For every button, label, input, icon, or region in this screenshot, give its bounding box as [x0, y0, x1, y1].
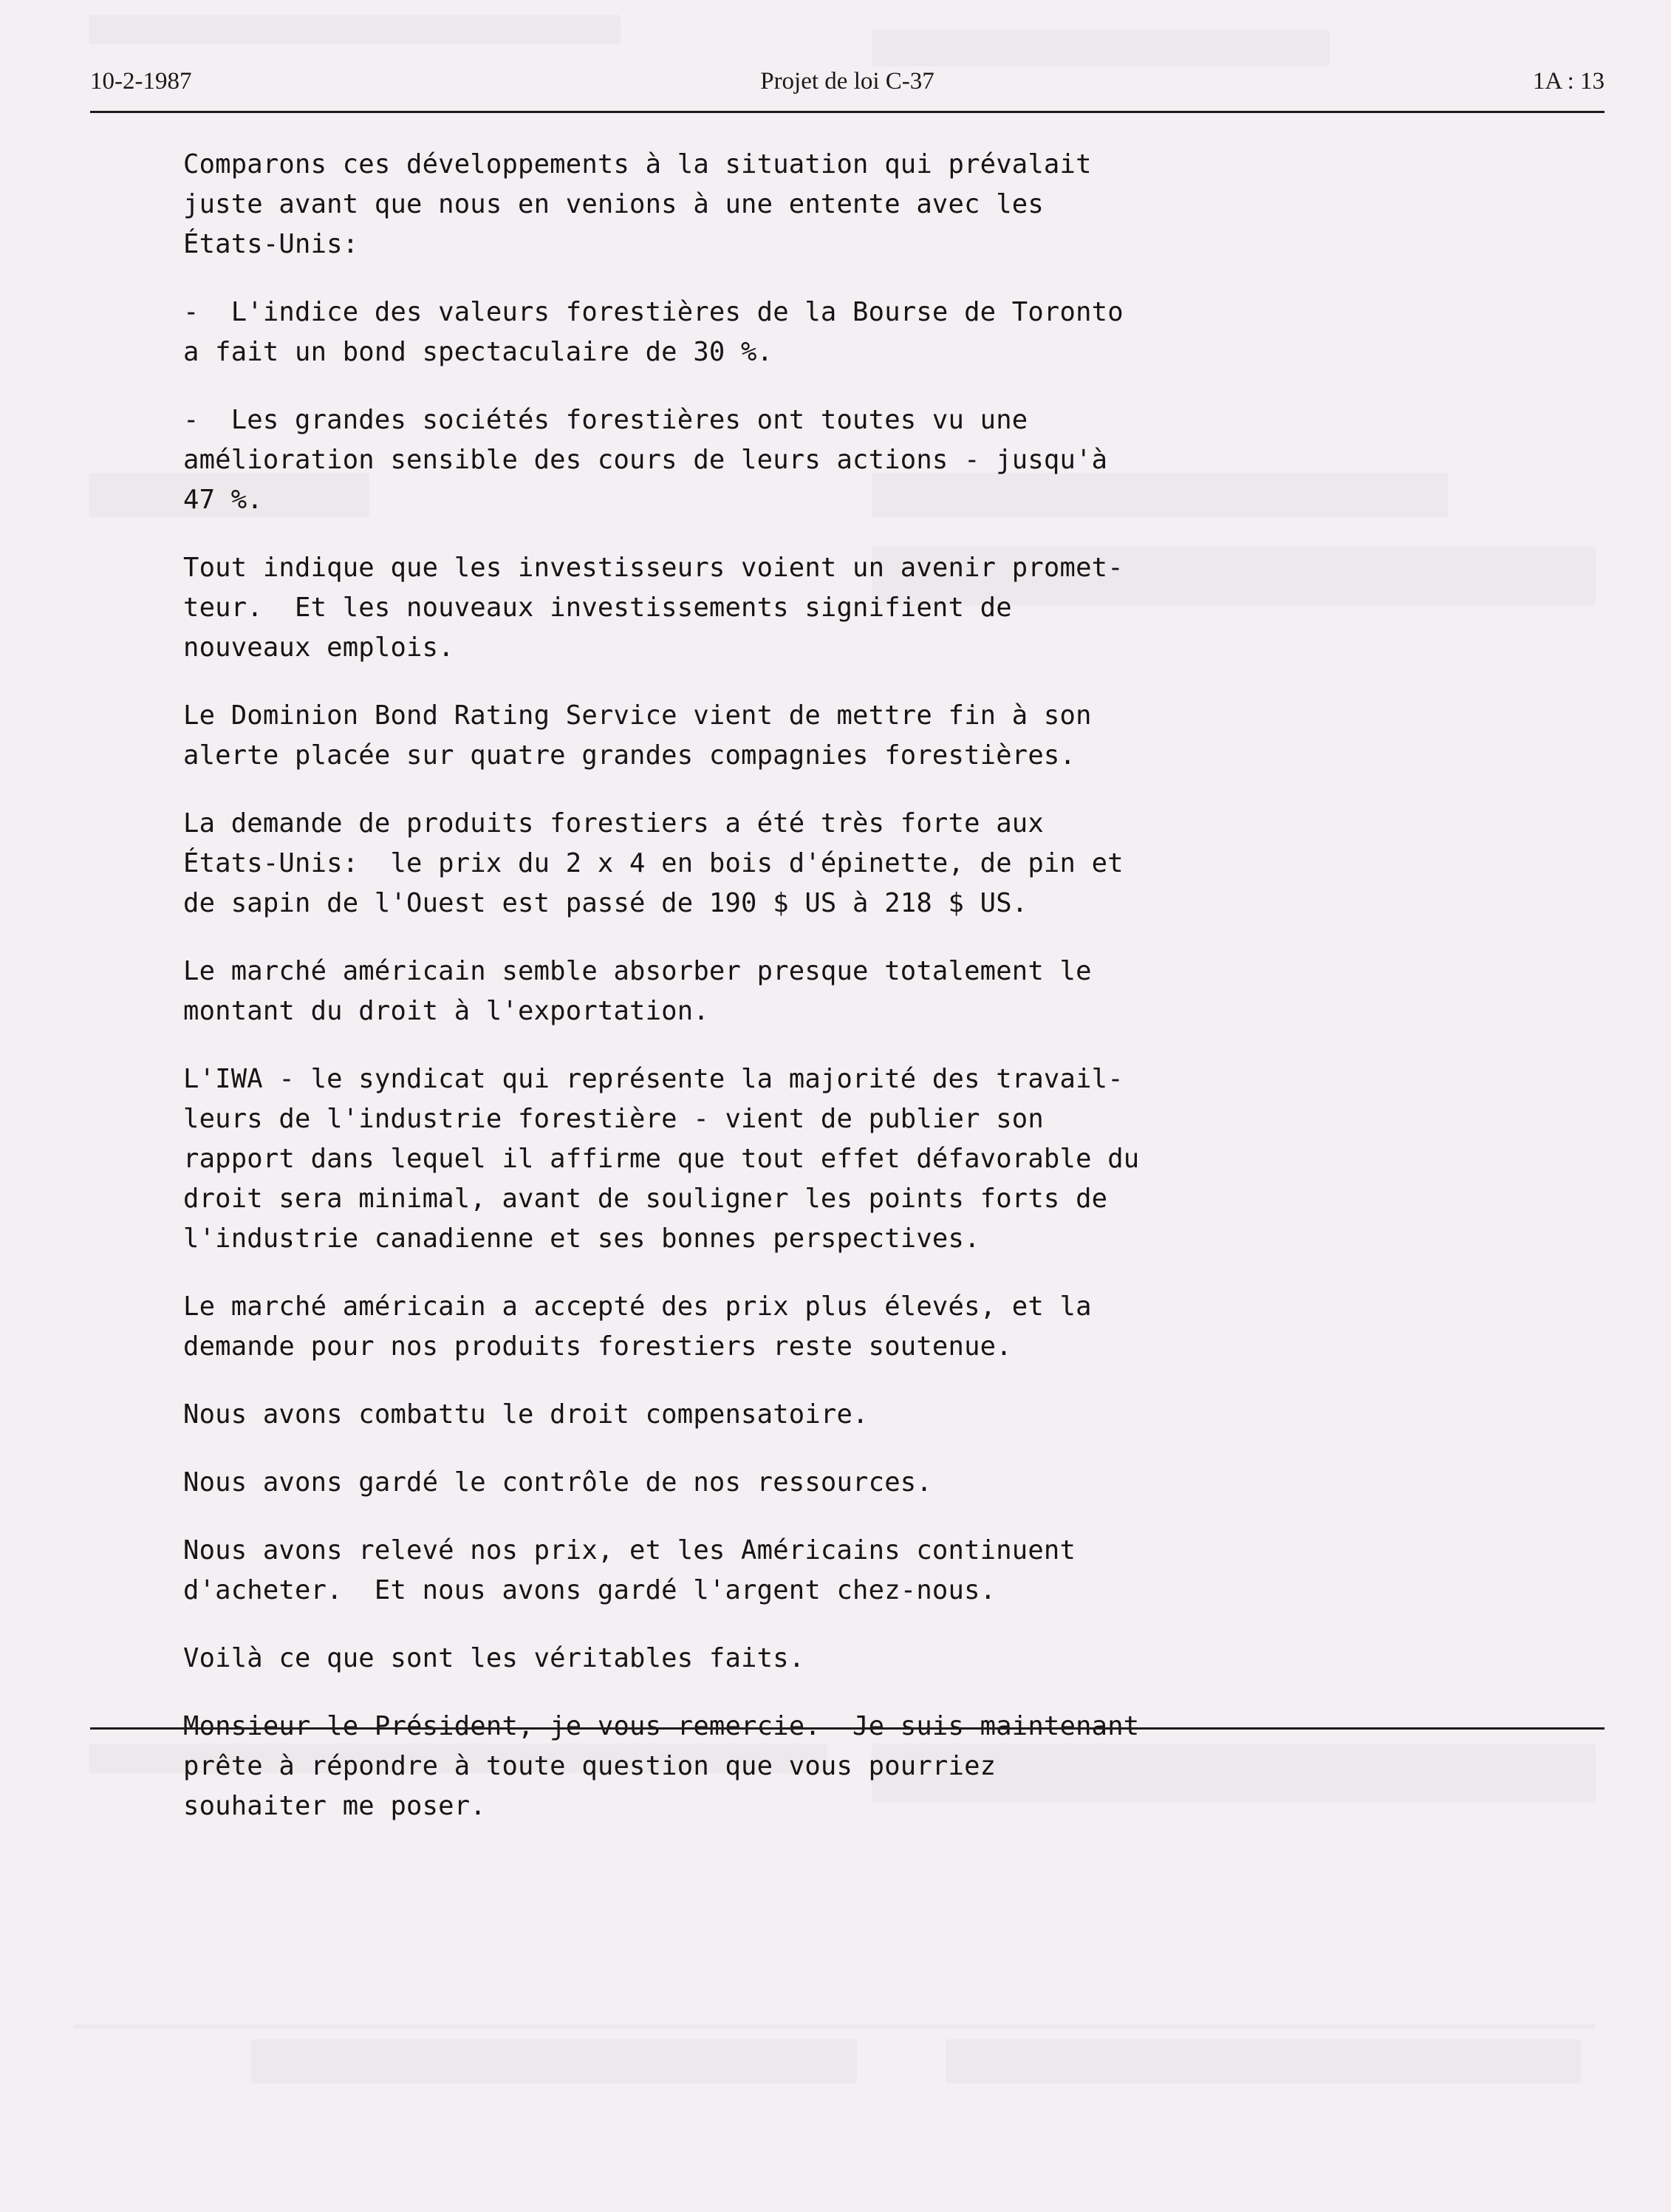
footer-rule	[90, 1727, 1605, 1730]
paragraph: Nous avons relevé nos prix, et les Américains continuent d'acheter. Et nous avons gardé l'argent chez-nous.	[183, 1535, 1076, 1605]
paragraph: Comparons ces développements à la situation qui prévalait juste avant que nous en venions à une entente avec les États-Unis:	[183, 149, 1092, 259]
header-rule	[90, 111, 1605, 113]
paragraph: Le Dominion Bond Rating Service vient de mettre fin à son alerte placée sur quatre grandes compagnies forestières.	[183, 700, 1092, 771]
paragraph: Tout indique que les investisseurs voient un avenir promet- teur. Et les nouveaux investissements signifient de nouveaux emplois.	[183, 553, 1124, 663]
bleed-through-mark	[89, 15, 621, 44]
paragraph: - Les grandes sociétés forestières ont toutes vu une amélioration sensible des cours de leurs actions - jusqu'à 47 %.	[183, 405, 1108, 515]
header-page-number: 1A : 13	[1532, 68, 1605, 95]
document-body	[183, 145, 1395, 1854]
paragraph: La demande de produits forestiers a été très forte aux États-Unis: le prix du 2 x 4 en bois d'épinette, de pin et de sapin de l'Ouest est passé de 190 $ US à 218 $ US.	[183, 808, 1124, 918]
paragraph: Nous avons combattu le droit compensatoire.	[183, 1399, 869, 1430]
header-date: 10-2-1987	[90, 68, 192, 95]
bleed-through-mark	[74, 2024, 1596, 2029]
paragraph: Le marché américain a accepté des prix plus élevés, et la demande pour nos produits forestiers reste soutenue.	[183, 1291, 1092, 1362]
header-title: Projet de loi C-37	[760, 68, 934, 95]
bleed-through-mark	[251, 2039, 857, 2083]
paragraph: Nous avons gardé le contrôle de nos ressources.	[183, 1467, 932, 1498]
bleed-through-mark	[946, 2039, 1581, 2083]
paragraph: Voilà ce que sont les véritables faits.	[183, 1643, 805, 1673]
page-header	[90, 68, 1605, 112]
paragraph: Monsieur le Président, je vous remercie. Je suis maintenant prête à répondre à toute question que vous pourriez souhaiter me poser.	[183, 1711, 1140, 1821]
paragraph: - L'indice des valeurs forestières de la Bourse de Toronto a fait un bond spectaculaire de 30 %.	[183, 297, 1124, 367]
bleed-through-mark	[872, 30, 1330, 66]
paragraph: Le marché américain semble absorber presque totalement le montant du droit à l'exportation.	[183, 956, 1092, 1026]
paragraph: L'IWA - le syndicat qui représente la majorité des travail- leurs de l'industrie forestière - vient de publier son rapport dans lequel il affirme que tout effet défavorable du droit sera minimal, avant de souligner les points forts de l'industrie canadienne et ses bonnes perspectives.	[183, 1064, 1140, 1254]
